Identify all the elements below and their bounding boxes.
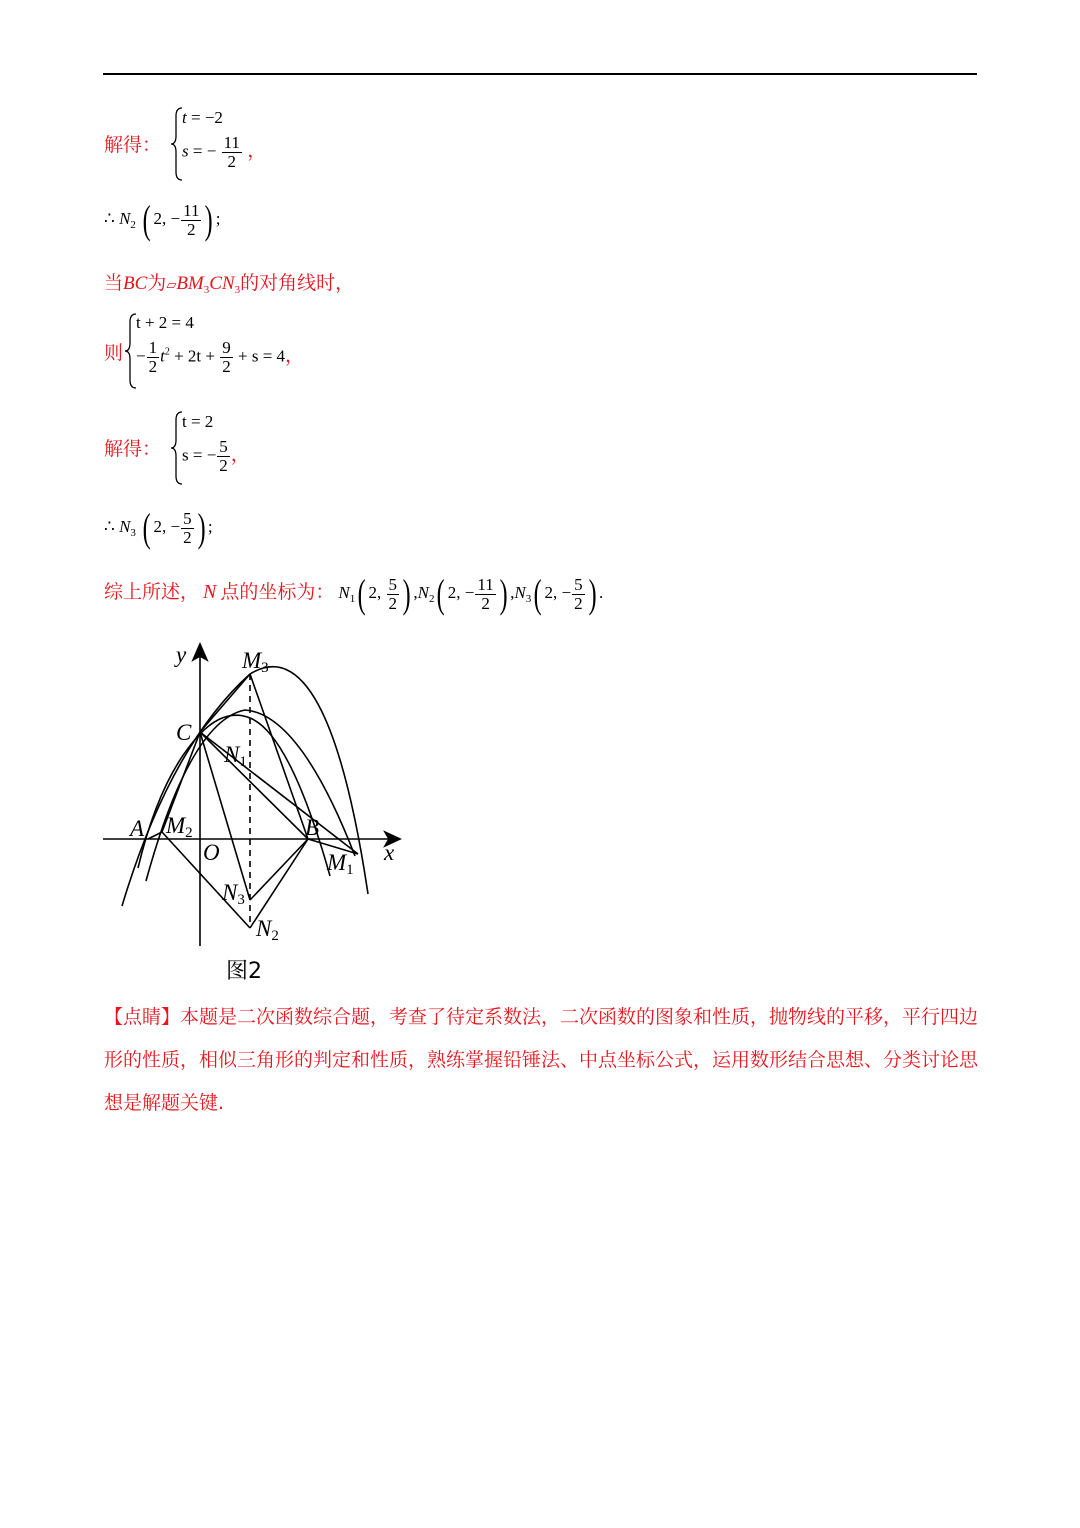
semicolon: ; [207, 516, 213, 536]
open-paren: ( [437, 571, 446, 616]
figure-2 [100, 636, 420, 952]
close-paren: ) [197, 505, 206, 550]
comma: ， [230, 443, 250, 466]
semicolon: ; [215, 208, 221, 228]
superscript: 2 [164, 346, 170, 358]
point-N: N [119, 516, 131, 536]
fraction: $\frac{11}{2}$ [477, 574, 494, 613]
case-pre: 当 [104, 272, 124, 294]
label-M1: M1 [327, 850, 354, 878]
eq-t-value: = −2 [190, 108, 223, 127]
case-post: 的对角线时， [240, 272, 355, 294]
fraction: $\frac{1}{2}$ [148, 338, 158, 376]
separator: , [510, 582, 515, 602]
period: . [598, 582, 604, 602]
segment-BC: BC [123, 273, 148, 294]
then-label: 则 [104, 342, 124, 364]
comma: ， [247, 139, 267, 162]
segment-M3B [250, 674, 308, 839]
fraction: $\frac{9}{2}$ [222, 338, 231, 376]
label-x: x [384, 840, 395, 865]
label-y: y [176, 642, 187, 667]
eq-t: t [182, 108, 187, 127]
minus: − [136, 346, 146, 366]
label-M2: M2 [166, 813, 193, 841]
point-N: N [119, 208, 131, 228]
open-paren: ( [142, 197, 151, 242]
summary-line [104, 571, 604, 616]
coord-x: 2, − [153, 516, 181, 536]
system-2-label [104, 338, 123, 365]
subscript: 3 [525, 592, 532, 605]
result-N3 [104, 505, 213, 550]
segment-N3B [250, 839, 308, 900]
label-C: C [176, 720, 192, 745]
result-N2 [104, 197, 221, 242]
parallelogram-icon: ▱ [166, 278, 177, 293]
open-paren: ( [142, 505, 151, 550]
close-paren: ) [499, 571, 508, 616]
case-heading [104, 268, 354, 296]
label-N3: N3 [222, 880, 245, 908]
coord-x: 2, − [447, 582, 475, 602]
label-N1: N1 [224, 742, 247, 770]
fraction: $\frac{11}{2}$ [183, 200, 200, 239]
label-O: O [203, 840, 220, 865]
eq-t-plus-2: t + 2 = 4 [136, 313, 194, 332]
subscript: 3 [130, 526, 136, 539]
coord-x: 2, [368, 582, 386, 602]
separator: , [413, 582, 418, 602]
fraction: $\frac{5}{2}$ [574, 574, 583, 613]
label-BM: BM [176, 273, 204, 294]
solution-1-label: 解得： [104, 134, 162, 156]
point-N2: N [417, 582, 429, 602]
close-paren: ) [588, 571, 597, 616]
coord-x: 2, − [544, 582, 572, 602]
segment-N2B [250, 839, 308, 928]
comment-paragraph: 【点睛】本题是二次函数综合题，考查了待定系数法，二次函数的图象和性质，抛物线的平移，平行四边形的性质，相似三角形的判定和性质，熟练掌握铅锤法、中点坐标公式，运用数形结合思想、分类讨论思想是解题关键. [104, 1006, 979, 1114]
label-B: B [305, 815, 320, 840]
solution-2 [104, 434, 161, 461]
point-N1: N [338, 582, 350, 602]
subscript: 3 [234, 284, 241, 296]
segment-CM3 [200, 674, 250, 732]
header-rule [103, 73, 977, 75]
eq-t: t = 2 [182, 412, 214, 431]
subscript: 2 [130, 218, 136, 231]
therefore-symbol: ∴ [104, 516, 115, 536]
point-N: N [203, 580, 217, 603]
close-paren: ) [402, 571, 411, 616]
label-N2: N2 [256, 916, 279, 944]
figure-caption: 图2 [226, 959, 262, 984]
comma: ， [285, 344, 305, 367]
label-M3: M3 [242, 648, 269, 676]
subscript: 1 [349, 592, 356, 605]
system-2 [136, 313, 304, 376]
eq-s: s = − [182, 445, 217, 465]
eq-s-sign: = − [192, 141, 217, 161]
summary-label: 综上所述， [104, 580, 200, 603]
eq-term: + s = 4 [233, 346, 286, 366]
summary-label-2: 点的坐标为： [220, 580, 335, 603]
coord-x: 2, − [153, 208, 181, 228]
solution-1 [104, 130, 161, 157]
case-mid: 为 [147, 272, 167, 294]
fraction: $\frac{5}{2}$ [183, 508, 192, 547]
subscript: 2 [428, 592, 435, 605]
label-CN: CN [209, 273, 235, 294]
label-A: A [130, 816, 145, 841]
var-t: t [160, 346, 165, 366]
fraction: $\frac{5}{2}$ [219, 437, 228, 475]
open-paren: ( [357, 571, 366, 616]
solution-2-label: 解得： [104, 438, 162, 460]
close-paren: ) [205, 197, 214, 242]
eq-term: + 2t + [169, 346, 220, 366]
point-N3: N [514, 582, 526, 602]
therefore-symbol: ∴ [104, 208, 115, 228]
solution-2-system [182, 412, 250, 475]
parabola-original [138, 715, 330, 876]
open-paren: ( [533, 571, 542, 616]
fraction: $\frac{5}{2}$ [388, 574, 398, 613]
fraction: $\frac{11}{2}$ [223, 133, 240, 171]
subscript: 3 [203, 284, 210, 296]
eq-s: s [182, 141, 189, 161]
solution-1-system [182, 108, 266, 171]
